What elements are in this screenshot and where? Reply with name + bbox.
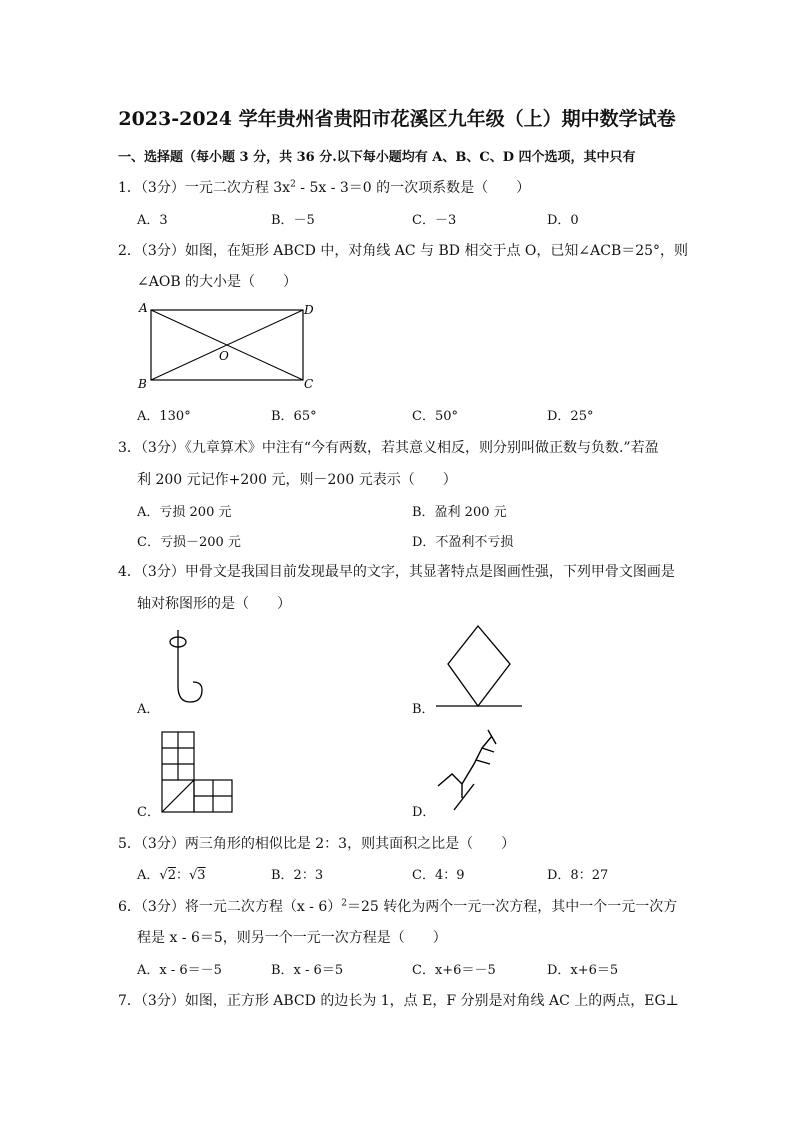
option-letter: A．: [137, 868, 160, 883]
option-a: A．: [137, 702, 160, 717]
exponent: 2: [341, 898, 347, 909]
question-text: ＝25 转化为两个一元一次方程，其中一个一元一次方: [347, 899, 678, 915]
option-b: B．－5: [271, 213, 315, 228]
exponent: 2: [290, 179, 296, 190]
question-text: 两三角形的相似比是 2：3，则其面积之比是（ ）: [184, 836, 516, 852]
question-number: 5．（3分）: [118, 836, 185, 852]
option-b: B．2：3: [271, 868, 324, 883]
question-text-line2: 程是 x - 6＝5，则另一个一元一次方程是（ ）: [137, 930, 447, 946]
option-d: D．0: [547, 213, 579, 228]
question-text-line2: ∠AOB 的大小是（ ）: [137, 274, 298, 290]
rectangle-figure: [130, 298, 330, 393]
option-a: A．亏损 200 元: [137, 505, 232, 520]
question-6: [118, 896, 677, 916]
question-text: 如图，在矩形 ABCD 中，对角线 AC 与 BD 相交于点 O，已知∠ACB＝25°，则: [184, 243, 689, 259]
question-number: 2．（3分）: [118, 243, 185, 259]
option-d: D．不盈利不亏损: [412, 535, 514, 550]
question-text: 将一元二次方程（x - 6）: [184, 899, 342, 915]
oracle-glyph-grid: [158, 730, 238, 816]
option-a: A．x - 6＝－5: [137, 963, 222, 978]
option-c: C．50°: [412, 409, 458, 424]
section-heading: 一、选择题（每小题 3 分，共 36 分.以下每小题均有 A、B、C、D 四个选项，其中只有: [118, 150, 636, 165]
page-title: 2023-2024 学年贵州省贵阳市花溪区九年级（上）期中数学试卷: [118, 108, 676, 130]
option-c: C．－3: [412, 213, 457, 228]
label-o: O: [219, 349, 229, 363]
question-text: 如图，正方形 ABCD 的边长为 1，点 E，F 分别是对角线 AC 上的两点，EG⊥: [184, 993, 679, 1009]
label-b: B: [138, 377, 147, 391]
option-c: C．: [137, 805, 160, 820]
option-b: B．x - 6＝5: [271, 963, 344, 978]
option-a: [137, 864, 206, 883]
label-c: C: [304, 377, 314, 391]
option-d: D．: [412, 805, 436, 820]
question-text-line2: 轴对称图形的是（ ）: [137, 596, 291, 612]
sqrt-icon: √: [159, 868, 168, 883]
question-2: [118, 240, 688, 260]
option-d: D．x+6＝5: [547, 963, 619, 978]
ratio-colon: ：: [175, 868, 189, 883]
option-b: B．盈利 200 元: [412, 505, 507, 520]
question-7: [118, 990, 679, 1010]
question-number: 6．（3分）: [118, 899, 185, 915]
sqrt-icon: √: [188, 868, 198, 883]
question-text: 一元二次方程 3x: [184, 180, 291, 196]
question-text-line2: 利 200 元记作+200 元，则－200 元表示（ ）: [137, 472, 457, 488]
option-b: B．: [412, 702, 435, 717]
question-number: 4．（3分）: [118, 564, 185, 580]
question-number: 1．（3分）: [118, 180, 185, 196]
question-number: 7．（3分）: [118, 993, 185, 1009]
option-a: A．3: [137, 213, 168, 228]
oracle-glyph-diamond: [432, 622, 527, 712]
radicand: 3: [197, 868, 206, 883]
question-5: [118, 833, 515, 853]
oracle-glyph-zigzag: [432, 726, 502, 818]
radicand: 2: [167, 868, 176, 883]
label-a: A: [139, 301, 148, 315]
option-a: A．130°: [137, 409, 191, 424]
option-b: B．65°: [271, 409, 317, 424]
option-d: D．25°: [547, 409, 594, 424]
option-d: D．8：27: [547, 868, 609, 883]
label-d: D: [304, 303, 314, 317]
question-4: [118, 561, 675, 581]
option-c: C．x+6＝－5: [412, 963, 496, 978]
option-c: C．4：9: [412, 868, 465, 883]
question-text: 甲骨文是我国目前发现最早的文字，其显著特点是图画性强，下列甲骨文图画是: [184, 564, 675, 580]
question-text: 《九章算术》中注有“今有两数，若其意义相反，则分别叫做正数与负数.”若盈: [184, 440, 659, 456]
option-c: C．亏损－200 元: [137, 535, 241, 550]
question-number: 3．（3分）: [118, 440, 185, 456]
question-3: [118, 437, 659, 457]
question-1: [118, 177, 530, 197]
question-text: - 5x - 3＝0 的一次项系数是（ ）: [295, 180, 531, 196]
oracle-glyph-hook: [160, 628, 210, 708]
